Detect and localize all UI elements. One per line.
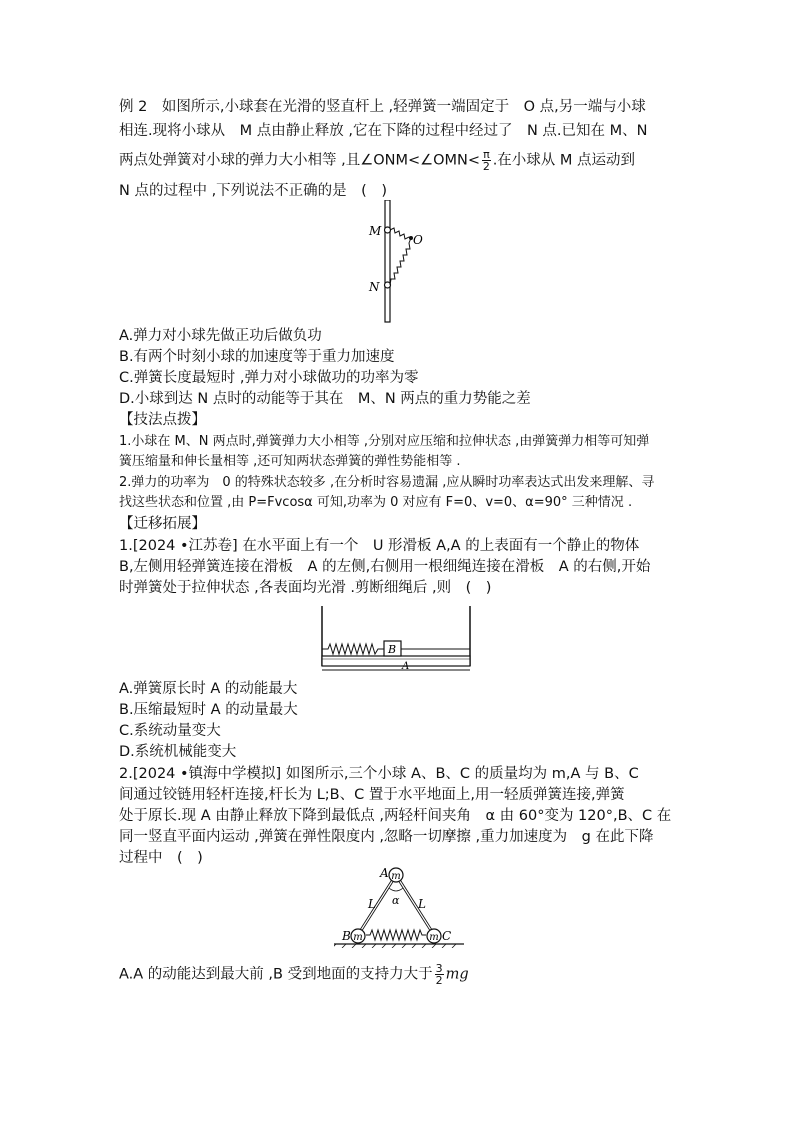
- tips-line-4: 找这些状态和位置 ,由 P=Fvcosα 可知,功率为 0 对应有 F=0、v=0、α=90° 三种情况 .: [119, 495, 633, 510]
- example2-option-d: D.小球到达 N 点时的动能等于其在 M、N 两点的重力势能之差: [119, 391, 531, 407]
- label-l-right: L: [418, 897, 426, 911]
- spring-left: [322, 644, 384, 654]
- q1-option-d: D.系统机械能变大: [119, 744, 237, 760]
- angle-arc: [389, 888, 403, 891]
- q1-line-1: 1.[2024 •江苏卷] 在水平面上有一个 U 形滑板 A,A 的上表面有一个静止的物体: [119, 538, 640, 554]
- q2-line-5: 过程中 ( ): [119, 850, 203, 866]
- mass-a-label: m: [391, 871, 401, 882]
- pi-over-2-fraction: $\frac{\pi}{2}$: [482, 148, 490, 173]
- spring-n-o: [390, 238, 411, 285]
- example2-option-a: A.弹力对小球先做正功后做负功: [119, 328, 322, 344]
- three-halves-fraction: $\frac{3}{2}$: [435, 962, 443, 987]
- label-alpha: α: [392, 894, 400, 907]
- q2-line-3: 处于原长.现 A 由静止释放下降到最低点 ,两轻杆间夹角 α 由 60°变为 120°,B、C 在: [119, 808, 672, 824]
- u-slider-figure: [320, 604, 472, 672]
- q1-line-2: B,左侧用轻弹簧连接在滑板 A 的左侧,右侧用一根细绳连接在滑板 A 的右侧,开始: [119, 559, 651, 575]
- q2-option-a: [119, 963, 469, 986]
- q1-option-c: C.系统动量变大: [119, 723, 221, 739]
- label-o: O: [413, 233, 423, 247]
- spring-bc: [366, 930, 426, 940]
- triangle-linkage-figure: [334, 866, 464, 948]
- label-b: B: [342, 929, 351, 943]
- tips-line-3: 2.弹力的功率为 0 的特殊状态较多 ,在分析时容易遗漏 ,应从瞬时功率表达式出发来理解、寻: [119, 475, 655, 490]
- vertical-rod: [385, 200, 390, 322]
- example2-line-3: [119, 149, 635, 172]
- tips-heading: 【技法点拨】: [119, 412, 206, 428]
- label-a: A: [380, 866, 389, 880]
- mass-b-label: m: [353, 932, 363, 943]
- q2-line-1: 2.[2024 •镇海中学模拟] 如图所示,三个小球 A、B、C 的质量均为 m,A 与 B、C: [119, 766, 639, 782]
- example2-line-3-a: 两点处弹簧对小球的弹力大小相等 ,且∠ONM<∠OMN<: [119, 152, 481, 169]
- ball-at-m: [385, 227, 391, 233]
- example2-option-c: C.弹簧长度最短时 ,弹力对小球做功的功率为零: [119, 370, 419, 386]
- example2-line-2: 相连.现将小球从 M 点由静止释放 ,它在下降的过程中经过了 N 点.已知在 M、N: [119, 123, 648, 139]
- label-n: N: [369, 280, 380, 294]
- example2-line-3-b: .在小球从 M 点运动到: [492, 152, 636, 169]
- mass-c-label: m: [429, 932, 439, 943]
- q1-option-b: B.压缩最短时 A 的动量最大: [119, 702, 298, 718]
- q2-option-a-prefix: A.A 的动能达到最大前 ,B 受到地面的支持力大于: [119, 966, 433, 983]
- q2-option-a-suffix: mg: [445, 966, 469, 983]
- label-c: C: [442, 929, 452, 943]
- label-a: A: [402, 661, 410, 672]
- tips-line-1: 1.小球在 M、N 两点时,弹簧弹力大小相等 ,分别对应压缩和拉伸状态 ,由弹簧弹力相等可知弹: [119, 434, 650, 449]
- ball-at-n: [385, 282, 391, 288]
- spring-m-o: [390, 228, 411, 239]
- example2-option-b: B.有两个时刻小球的加速度等于重力加速度: [119, 349, 395, 365]
- example2-line-4: N 点的过程中 ,下列说法不正确的是 ( ): [119, 183, 387, 199]
- q2-line-4: 同一竖直平面内运动 ,弹簧在弹性限度内 ,忽略一切摩擦 ,重力加速度为 g 在此下降: [119, 829, 654, 845]
- label-m: M: [369, 224, 382, 238]
- label-l-left: L: [368, 897, 376, 911]
- q1-line-3: 时弹簧处于拉伸状态 ,各表面均光滑 .剪断细绳后 ,则 ( ): [119, 580, 492, 596]
- q1-option-a: A.弹簧原长时 A 的动能最大: [119, 681, 298, 697]
- tips-line-2: 簧压缩量和伸长量相等 ,还可知两状态弹簧的弹性势能相等 .: [119, 454, 461, 469]
- q2-line-2: 间通过铰链用轻杆连接,杆长为 L;B、C 置于水平地面上,用一轻质弹簧连接,弹簧: [119, 787, 625, 803]
- slider-base-a: [322, 656, 470, 666]
- transfer-heading: 【迁移拓展】: [119, 516, 206, 532]
- example2-line-1: 例 2 如图所示,小球套在光滑的竖直杆上 ,轻弹簧一端固定于 O 点,另一端与小球: [119, 99, 646, 115]
- label-b: B: [388, 643, 397, 656]
- rod-spring-figure: [360, 200, 440, 324]
